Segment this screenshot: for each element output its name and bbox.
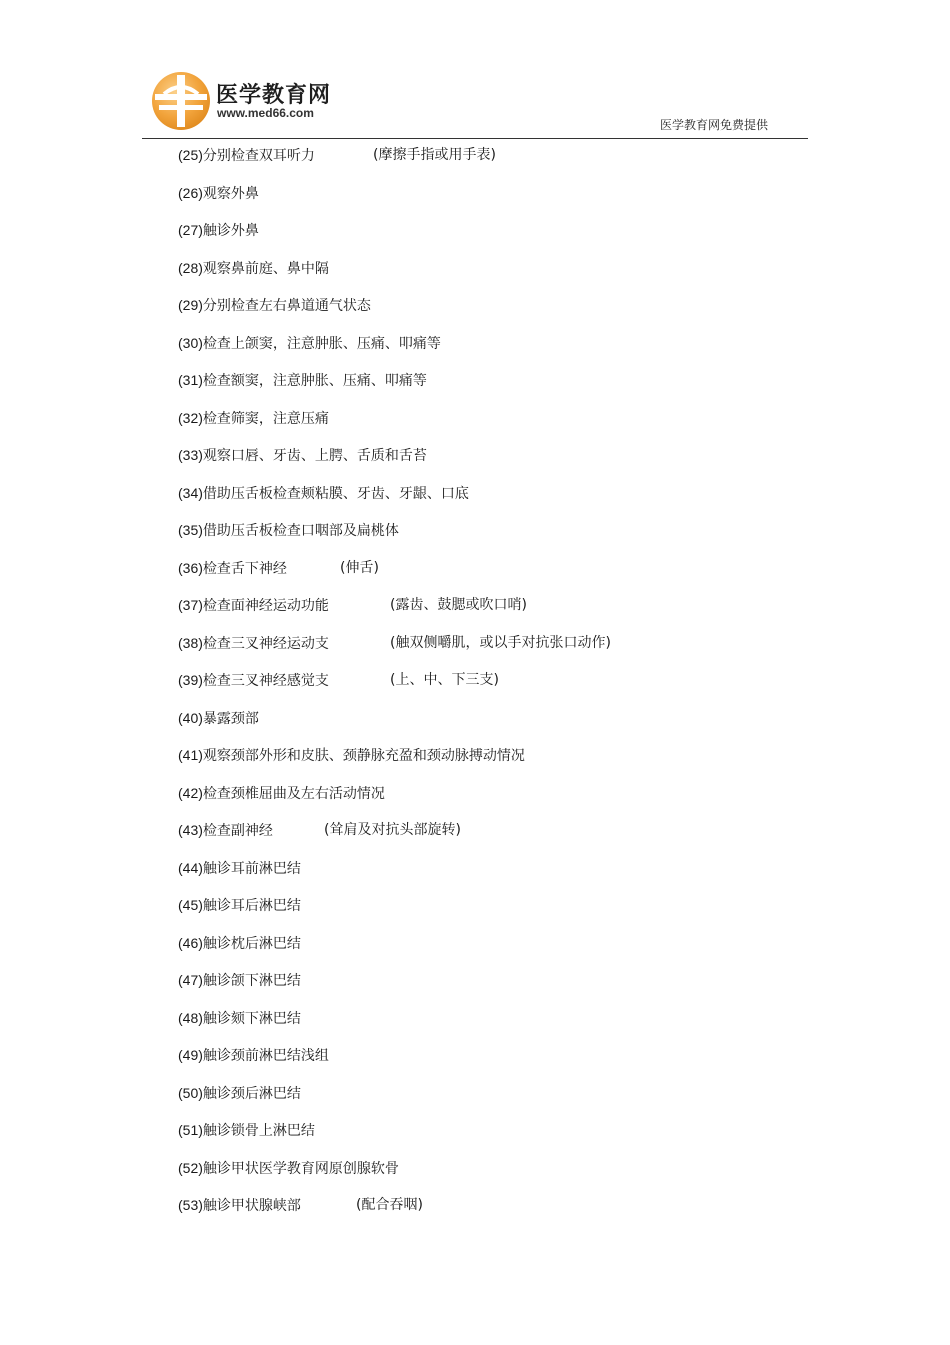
item-number: (30) bbox=[178, 334, 203, 351]
item-note: (摩擦手指或用手表) bbox=[373, 147, 496, 163]
list-item bbox=[178, 933, 525, 971]
item-note: (耸肩及对抗头部旋转) bbox=[324, 822, 461, 838]
list-item bbox=[178, 1008, 525, 1046]
list-item bbox=[178, 183, 525, 221]
item-text: 触诊颏下淋巴结 bbox=[202, 1010, 301, 1027]
item-number: (29) bbox=[178, 297, 203, 313]
item-text: 检查筛窦，注意压痛 bbox=[202, 410, 329, 427]
item-text: 触诊甲状医学教育网原创腺软骨 bbox=[202, 1160, 399, 1177]
item-number: (50) bbox=[178, 1084, 203, 1101]
item-number: (39) bbox=[178, 672, 203, 688]
list-item bbox=[178, 1195, 525, 1233]
item-number: (51) bbox=[178, 1122, 203, 1138]
item-text: 检查舌下神经 bbox=[202, 560, 287, 577]
item-note: (触双侧嚼肌，或以手对抗张口动作) bbox=[390, 634, 611, 651]
list-item bbox=[178, 820, 525, 858]
list-item bbox=[178, 145, 525, 183]
item-text: 检查颈椎屈曲及左右活动情况 bbox=[202, 785, 385, 802]
item-note: (伸舌) bbox=[340, 559, 379, 576]
item-text: 触诊枕后淋巴结 bbox=[202, 935, 301, 952]
list-item bbox=[178, 1045, 525, 1083]
item-number: (36) bbox=[178, 559, 203, 576]
item-number: (32) bbox=[178, 409, 203, 426]
item-number: (25) bbox=[178, 147, 203, 163]
list-item bbox=[178, 520, 525, 558]
item-number: (26) bbox=[178, 184, 203, 201]
item-text: 检查面神经运动功能 bbox=[202, 598, 329, 614]
item-text: 暴露颈部 bbox=[202, 710, 259, 727]
item-number: (35) bbox=[178, 522, 203, 538]
item-text: 触诊耳前淋巴结 bbox=[202, 860, 301, 877]
item-number: (46) bbox=[178, 934, 203, 951]
page-header bbox=[0, 0, 950, 140]
list-item bbox=[178, 258, 525, 296]
list-item bbox=[178, 1083, 525, 1121]
list-item bbox=[178, 558, 525, 596]
list-item bbox=[178, 858, 525, 896]
item-text: 观察外鼻 bbox=[202, 185, 259, 202]
item-text: 触诊耳后淋巴结 bbox=[202, 898, 301, 914]
list-item bbox=[178, 1120, 525, 1158]
item-text: 触诊外鼻 bbox=[202, 223, 259, 239]
list-item bbox=[178, 370, 525, 408]
list-item bbox=[178, 708, 525, 746]
list-item bbox=[178, 783, 525, 821]
list-item bbox=[178, 595, 525, 633]
item-note: (配合吞咽) bbox=[356, 1197, 423, 1213]
item-number: (34) bbox=[178, 484, 203, 501]
item-text: 触诊锁骨上淋巴结 bbox=[202, 1123, 315, 1139]
item-number: (27) bbox=[178, 222, 203, 238]
item-number: (45) bbox=[178, 897, 203, 913]
list-item bbox=[178, 408, 525, 446]
item-number: (37) bbox=[178, 597, 203, 613]
item-number: (53) bbox=[178, 1197, 203, 1213]
item-text: 观察颈部外形和皮肤、颈静脉充盈和颈动脉搏动情况 bbox=[202, 748, 525, 764]
item-number: (40) bbox=[178, 709, 203, 726]
list-item bbox=[178, 1158, 525, 1196]
item-text: 检查三叉神经运动支 bbox=[202, 635, 329, 652]
item-number: (47) bbox=[178, 972, 203, 988]
list-item bbox=[178, 895, 525, 933]
item-number: (31) bbox=[178, 372, 203, 388]
item-text: 借助压舌板检查口咽部及扁桃体 bbox=[202, 523, 399, 539]
item-number: (48) bbox=[178, 1009, 203, 1026]
list-item bbox=[178, 633, 611, 671]
item-number: (42) bbox=[178, 784, 203, 801]
item-text: 触诊颌下淋巴结 bbox=[202, 973, 301, 989]
item-number: (28) bbox=[178, 259, 203, 276]
item-note: (露齿、鼓腮或吹口哨) bbox=[390, 597, 527, 613]
item-number: (43) bbox=[178, 822, 203, 838]
item-number: (41) bbox=[178, 747, 203, 763]
exam-steps-list bbox=[178, 145, 611, 1233]
list-item bbox=[178, 483, 525, 521]
item-number: (44) bbox=[178, 859, 203, 876]
provider-note: 医学教育网免费提供 bbox=[659, 118, 768, 132]
header-divider bbox=[142, 138, 808, 139]
item-number: (52) bbox=[178, 1159, 203, 1176]
item-text: 观察鼻前庭、鼻中隔 bbox=[202, 260, 329, 277]
item-text: 触诊甲状腺峡部 bbox=[202, 1198, 301, 1214]
item-text: 触诊颈后淋巴结 bbox=[202, 1085, 301, 1102]
item-note: (上、中、下三支) bbox=[390, 672, 499, 688]
item-number: (38) bbox=[178, 634, 203, 651]
list-item bbox=[178, 970, 525, 1008]
item-text: 检查上颌窦，注意肿胀、压痛、叩痛等 bbox=[202, 335, 441, 352]
item-text: 检查额窦，注意肿胀、压痛、叩痛等 bbox=[202, 373, 427, 389]
brand-url[interactable]: www.med66.com bbox=[217, 106, 314, 120]
brand-title: 医学教育网 bbox=[216, 83, 332, 108]
list-item bbox=[178, 670, 525, 708]
item-number: (33) bbox=[178, 447, 203, 463]
item-text: 检查副神经 bbox=[202, 823, 273, 839]
item-text: 触诊颈前淋巴结浅组 bbox=[202, 1048, 329, 1064]
item-number: (49) bbox=[178, 1047, 203, 1063]
item-text: 分别检查双耳听力 bbox=[202, 148, 315, 164]
list-item bbox=[178, 220, 525, 258]
item-text: 分别检查左右鼻道通气状态 bbox=[202, 298, 371, 314]
list-item bbox=[178, 333, 525, 371]
list-item bbox=[178, 445, 525, 483]
list-item bbox=[178, 745, 525, 783]
list-item bbox=[178, 295, 525, 333]
item-text: 借助压舌板检查颊粘膜、牙齿、牙龈、口底 bbox=[202, 485, 469, 502]
med66-logo-icon bbox=[150, 70, 212, 132]
item-text: 检查三叉神经感觉支 bbox=[202, 673, 329, 689]
item-text: 观察口唇、牙齿、上腭、舌质和舌苔 bbox=[202, 448, 427, 464]
